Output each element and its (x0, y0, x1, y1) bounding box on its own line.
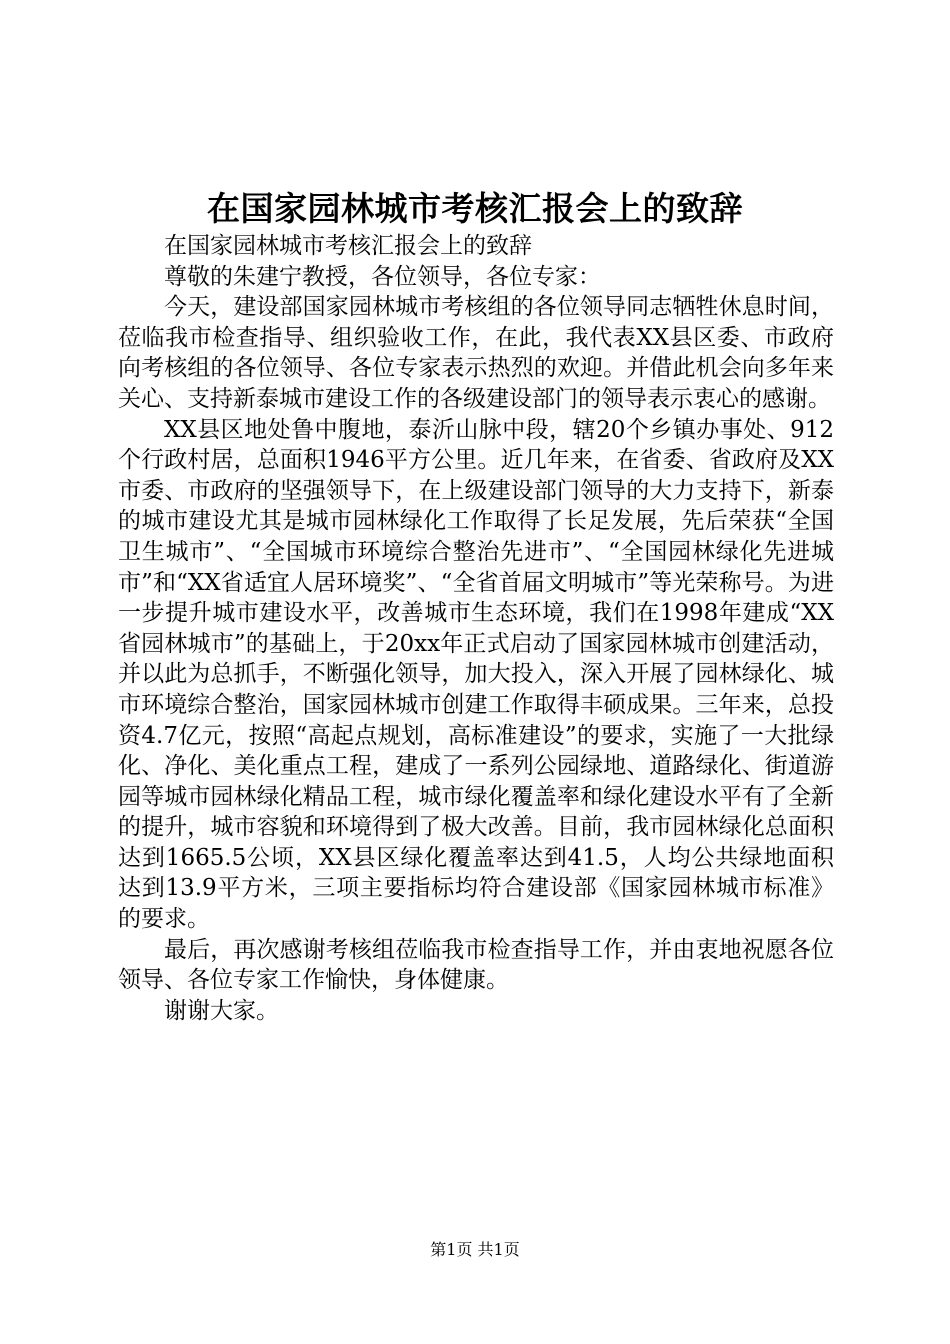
paragraph-salutation: 尊敬的朱建宁教授，各位领导，各位专家： (164, 263, 601, 290)
page-footer: 第1页 共1页 (430, 1240, 520, 1259)
paragraph-thanks: 谢谢大家。 (164, 997, 279, 1024)
document-title: 在国家园林城市考核汇报会上的致辞 (207, 189, 743, 228)
paragraph-closing: 最后，再次感谢考核组莅临我市检查指导工作，并由衷地祝愿各位领导、各位专家工作愉快，身体健康。 (118, 936, 834, 994)
paragraph-welcome: 今天，建设部国家园林城市考核组的各位领导同志牺牲休息时间，莅临我市检查指导、组织验收工作，在此，我代表XX县区委、市政府向考核组的各位领导、各位专家表示热烈的欢迎。并借此机会向多年来关心、支持新泰城市建设工作的各级建设部门的领导表示衷心的感谢。 (118, 294, 834, 412)
document-body (118, 231, 834, 1026)
paragraph-subtitle: 在国家园林城市考核汇报会上的致辞 (164, 233, 532, 259)
paragraph-county-overview: XX县区地处鲁中腹地，泰沂山脉中段，辖20个乡镇办事处、912个行政村居，总面积1946平方公里。近几年来，在省委、省政府及XX市委、市政府的坚强领导下，在上级建设部门领导的大力支持下，新泰的城市建设尤其是城市园林绿化工作取得了长足发展，先后荣获“全国卫生城市”、“全国城市环境综合整治先进市”、“全国园林绿化先进城市”和“XX省适宜人居环境奖”、“全省首届文明城市”等光荣称号。为进一步提升城市建设水平，改善城市生态环境，我们在1998年建成“XX省园林城市”的基础上，于20xx年正式启动了国家园林城市创建活动，并以此为总抓手，不断强化领导，加大投入，深入开展了园林绿化、城市环境综合整治，国家园林城市创建工作取得丰硕成果。三年来，总投资4.7亿元，按照“高起点规划，高标准建设”的要求，实施了一大批绿化、净化、美化重点工程，建成了一系列公园绿地、道路绿化、街道游园等城市园林绿化精品工程，城市绿化覆盖率和绿化建设水平有了全新的提升，城市容貌和环境得到了极大改善。目前，我市园林绿化总面积达到1665.5公顷，XX县区绿化覆盖率达到41.5，人均公共绿地面积达到13.9平方米，三项主要指标均符合建设部《国家园林城市标准》的要求。 (118, 416, 834, 933)
